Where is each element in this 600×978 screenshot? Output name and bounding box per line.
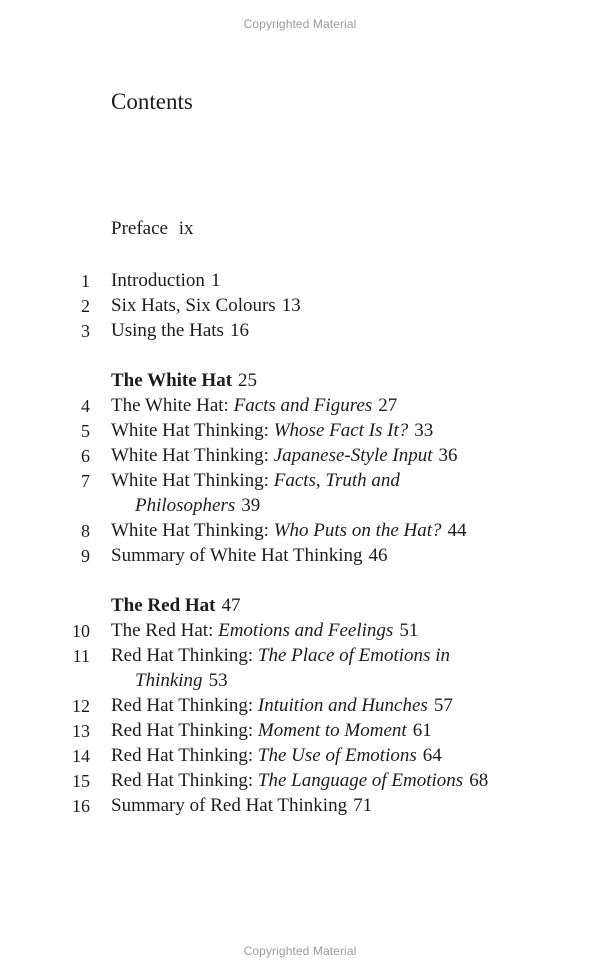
toc-entry [0, 794, 600, 818]
chapter-page: 13 [281, 295, 301, 316]
chapter-title-text: White Hat Thinking: [111, 470, 274, 491]
chapter-title-italic: Facts, Truth and [273, 470, 400, 491]
chapter-page: 39 [241, 495, 261, 516]
chapter-title [111, 644, 450, 668]
chapter-page: 64 [422, 745, 442, 766]
section-title-text: The White Hat [111, 370, 233, 391]
toc-entry-continuation [0, 494, 600, 518]
chapter-title-italic: Moment to Moment [257, 720, 407, 741]
chapter-number: 7 [81, 471, 90, 491]
chapter-number: 16 [72, 796, 90, 816]
chapter-title-text: Summary of Red Hat Thinking [111, 795, 348, 816]
chapter-title [111, 694, 453, 718]
chapter-page: 71 [353, 795, 373, 816]
toc-entry [0, 319, 600, 343]
chapter-title-italic: The Use of Emotions [257, 745, 417, 766]
chapter-title [111, 469, 400, 493]
chapter-title [111, 544, 388, 568]
chapter-title [111, 519, 467, 543]
chapter-title-italic: Intuition and Hunches [257, 695, 428, 716]
chapter-page: 61 [412, 720, 432, 741]
chapter-page: 57 [433, 695, 453, 716]
chapter-number: 2 [81, 296, 90, 316]
chapter-page: 46 [368, 545, 388, 566]
chapter-title-italic: Japanese-Style Input [273, 445, 433, 466]
chapter-number: 9 [81, 546, 90, 566]
preface-page: ix [178, 218, 194, 239]
chapter-number: 5 [81, 421, 90, 441]
chapter-title [111, 744, 442, 768]
chapter-page: 51 [399, 620, 419, 641]
chapter-title [111, 269, 220, 293]
chapter-title-text: Red Hat Thinking: [111, 695, 258, 716]
chapter-title-text: Summary of White Hat Thinking [111, 545, 363, 566]
toc-entry [0, 769, 600, 793]
chapter-title [135, 669, 228, 693]
section-title-text: The Red Hat [111, 595, 216, 616]
section-heading [0, 594, 600, 618]
toc-entry [0, 719, 600, 743]
chapter-page: 1 [210, 270, 221, 291]
chapter-title-italic: Emotions and Feelings [218, 620, 394, 641]
toc-entry [0, 294, 600, 318]
section-title [111, 369, 257, 393]
chapter-title [111, 419, 433, 443]
section-page: 25 [238, 370, 258, 391]
chapter-page: 44 [447, 520, 467, 541]
toc-entry [0, 419, 600, 443]
chapter-title-italic: Philosophers [135, 495, 236, 516]
chapter-number: 8 [81, 521, 90, 541]
toc-entry [0, 644, 600, 668]
chapter-number: 14 [72, 746, 90, 766]
chapter-number: 4 [81, 396, 90, 416]
chapter-title [111, 619, 418, 643]
toc-entry [0, 444, 600, 468]
chapter-title-text: White Hat Thinking: [111, 445, 274, 466]
chapter-title-text: Red Hat Thinking: [111, 770, 258, 791]
chapter-number: 11 [72, 646, 90, 666]
chapter-title-italic: Whose Fact Is It? [273, 420, 409, 441]
toc-entry [0, 269, 600, 293]
page-title: Contents [111, 89, 193, 114]
chapter-title [111, 794, 372, 818]
chapter-title-text: The White Hat: [111, 395, 234, 416]
chapter-title-text: The Red Hat: [111, 620, 219, 641]
chapter-number: 1 [81, 271, 90, 291]
chapter-title-text: Red Hat Thinking: [111, 720, 258, 741]
preface-entry [111, 218, 194, 240]
toc-entry [0, 619, 600, 643]
chapter-title-italic: The Language of Emotions [257, 770, 464, 791]
chapter-title [111, 394, 397, 418]
watermark-top: Copyrighted Material [243, 17, 357, 31]
toc-entry [0, 694, 600, 718]
chapter-number: 15 [72, 771, 90, 791]
chapter-title-text: Introduction [111, 270, 205, 291]
toc-entry [0, 519, 600, 543]
chapter-number: 13 [72, 721, 90, 741]
chapter-title-italic: The Place of Emotions in [257, 645, 450, 666]
chapter-title [111, 719, 432, 743]
chapter-number: 12 [72, 696, 90, 716]
chapter-title-text: Using the Hats [111, 320, 224, 341]
toc-entry [0, 744, 600, 768]
chapter-title-text: Red Hat Thinking: [111, 645, 258, 666]
toc-entry [0, 394, 600, 418]
toc-entry-continuation [0, 669, 600, 693]
toc-entry [0, 469, 600, 493]
chapter-page: 53 [208, 670, 228, 691]
chapter-number: 3 [81, 321, 90, 341]
watermark-bottom: Copyrighted Material [243, 944, 357, 958]
chapter-title-italic: Thinking [135, 670, 203, 691]
section-page: 47 [221, 595, 241, 616]
chapter-title-text: Six Hats, Six Colours [111, 295, 276, 316]
section-heading [0, 369, 600, 393]
chapter-number: 6 [81, 446, 90, 466]
chapter-title [111, 294, 301, 318]
chapter-title [111, 444, 458, 468]
section-title [111, 594, 241, 618]
chapter-page: 16 [229, 320, 249, 341]
chapter-title-italic: Facts and Figures [233, 395, 373, 416]
chapter-title-text: White Hat Thinking: [111, 420, 274, 441]
chapter-page: 36 [438, 445, 458, 466]
chapter-title-text: White Hat Thinking: [111, 520, 274, 541]
chapter-page: 27 [378, 395, 398, 416]
chapter-title-italic: Who Puts on the Hat? [273, 520, 442, 541]
preface-label: Preface [111, 218, 168, 239]
toc-entry [0, 544, 600, 568]
chapter-title [111, 319, 249, 343]
chapter-page: 68 [469, 770, 489, 791]
chapter-title [111, 769, 488, 793]
chapter-number: 10 [72, 621, 90, 641]
chapter-title-text: Red Hat Thinking: [111, 745, 258, 766]
chapter-page: 33 [414, 420, 434, 441]
chapter-title [135, 494, 260, 518]
